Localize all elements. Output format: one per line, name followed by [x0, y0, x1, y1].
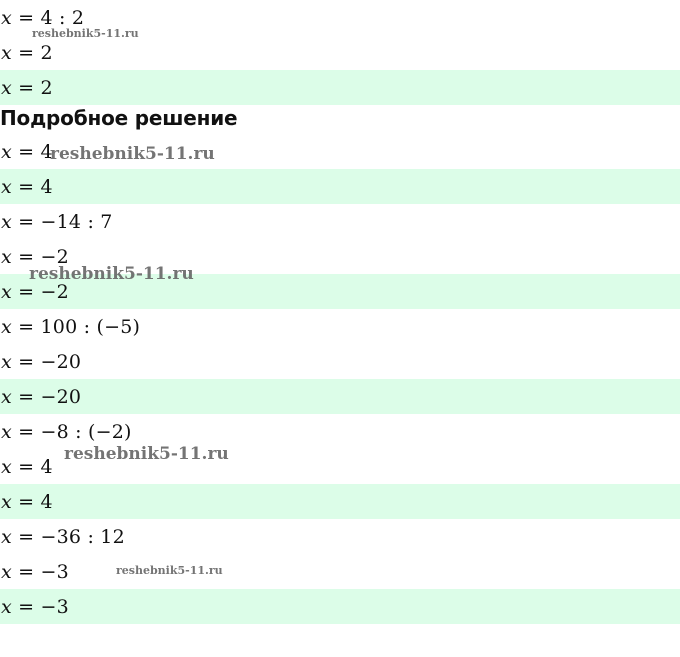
- math-line-7: [0, 344, 680, 379]
- variable: x: [1, 76, 12, 99]
- expression: = 2: [11, 76, 53, 99]
- variable: x: [1, 140, 12, 163]
- watermark: reshebnik5-11.ru: [64, 444, 229, 464]
- math-line-4: [0, 204, 680, 239]
- answer-line-6: [0, 589, 680, 624]
- expression: = 4: [11, 455, 53, 478]
- math-line-11: [0, 554, 680, 589]
- variable: x: [1, 280, 12, 303]
- expression: = −2: [11, 245, 69, 268]
- answer-line-5: [0, 484, 680, 519]
- variable: x: [1, 41, 12, 64]
- variable: x: [1, 595, 12, 618]
- answer-line-4: [0, 379, 680, 414]
- math-line-2: [0, 35, 680, 70]
- variable: x: [1, 560, 12, 583]
- expression: = −36 : 12: [11, 525, 125, 548]
- answer-line-2: [0, 169, 680, 204]
- variable: x: [1, 350, 12, 373]
- math-line-6: [0, 309, 680, 344]
- variable: x: [1, 490, 12, 513]
- variable: x: [1, 175, 12, 198]
- expression: = −20: [11, 385, 82, 408]
- variable: x: [1, 315, 12, 338]
- expression: = 4: [11, 490, 53, 513]
- variable: x: [1, 420, 12, 443]
- expression: = −14 : 7: [11, 210, 113, 233]
- watermark: reshebnik5-11.ru: [29, 264, 194, 284]
- variable: x: [1, 245, 12, 268]
- expression: = −20: [11, 350, 82, 373]
- expression: = −3: [11, 595, 69, 618]
- expression: = 4: [11, 175, 53, 198]
- expression: = 100 : (−5): [11, 315, 141, 338]
- answer-line-1: [0, 70, 680, 105]
- variable: x: [1, 385, 12, 408]
- variable: x: [1, 210, 12, 233]
- expression: = −2: [11, 280, 69, 303]
- expression: = −3: [11, 560, 69, 583]
- watermark: reshebnik5-11.ru: [116, 564, 223, 577]
- expression: = 4 : 2: [11, 6, 85, 29]
- watermark: reshebnik5-11.ru: [50, 144, 215, 164]
- expression: = 2: [11, 41, 53, 64]
- expression: = −8 : (−2): [11, 420, 132, 443]
- variable: x: [1, 455, 12, 478]
- section-heading: Подробное решение: [0, 106, 238, 130]
- math-line-10: [0, 519, 680, 554]
- expression: = 4: [11, 140, 53, 163]
- watermark: reshebnik5-11.ru: [32, 27, 139, 40]
- variable: x: [1, 6, 12, 29]
- variable: x: [1, 525, 12, 548]
